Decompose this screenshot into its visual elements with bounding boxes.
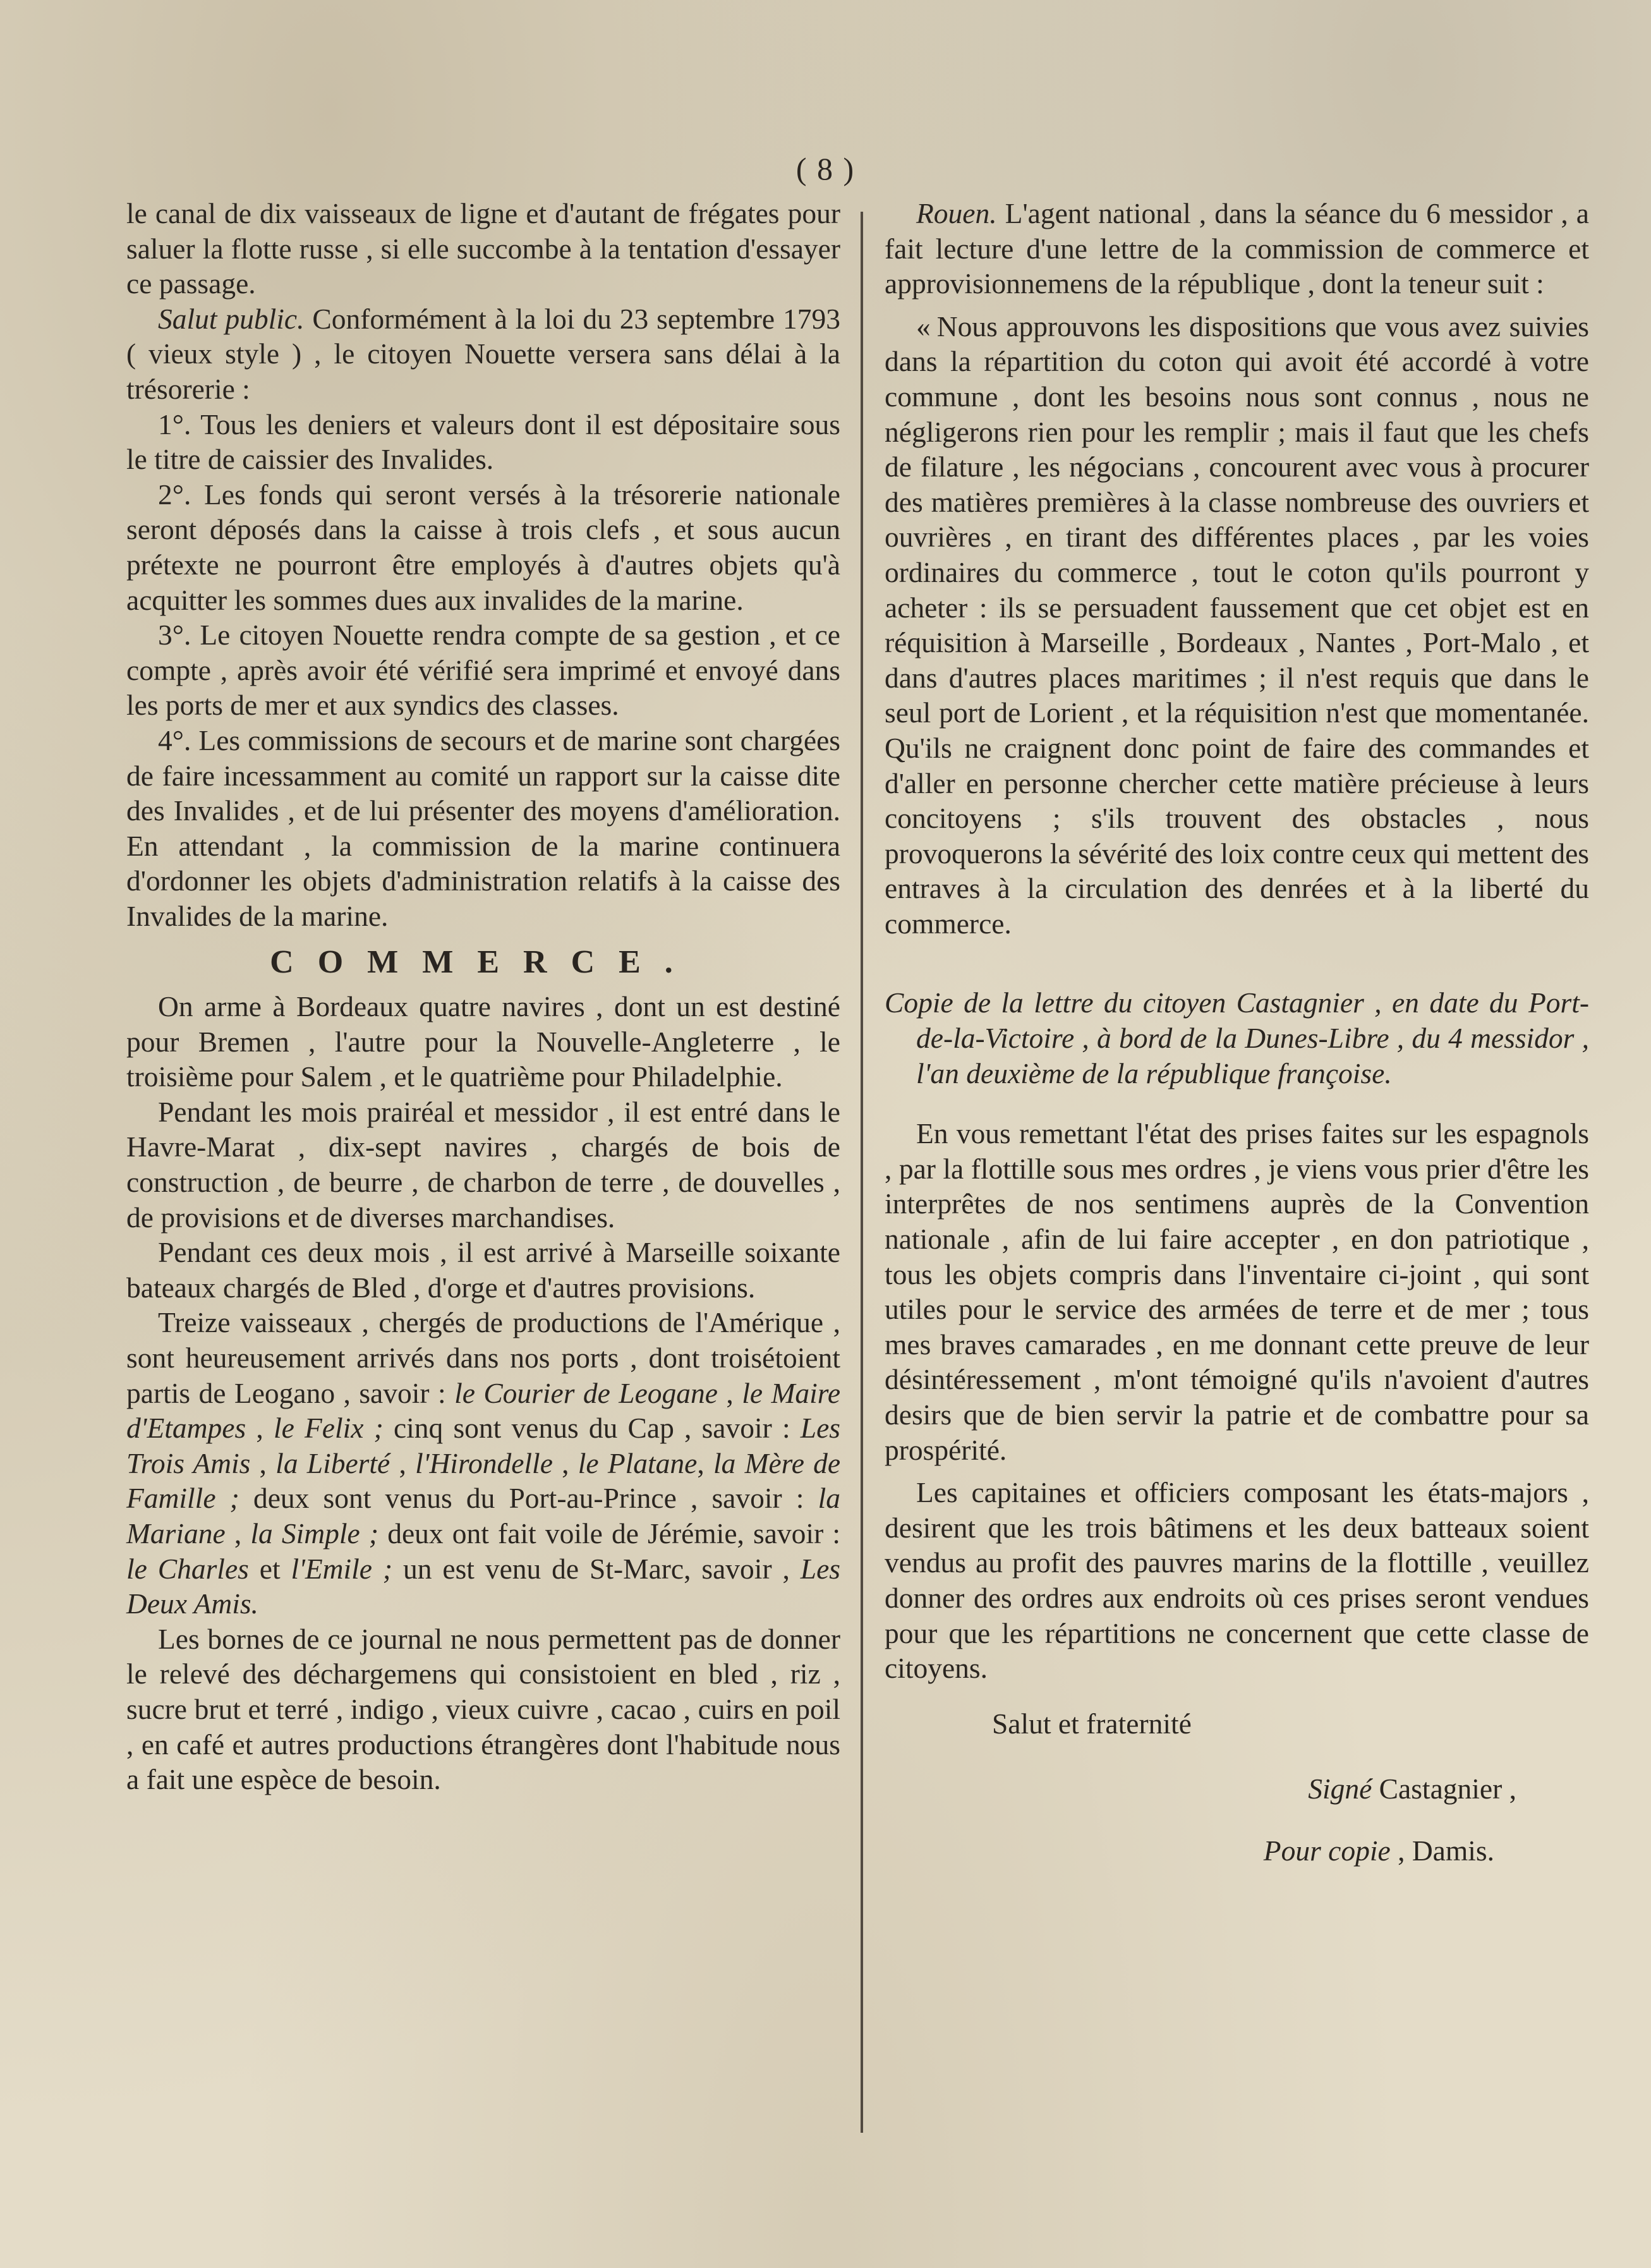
paragraph-canal: le canal de dix vaisseaux de ligne et d'autant de frégates pour saluer la flotte russe , si elle succombe à la tentation d'essayer ce passage. (126, 197, 840, 300)
ship-name: Les Deux Amis. (126, 1552, 840, 1620)
letter-caption-text: Copie de la lettre du citoyen Castagnier , en date du Port-de-la-Victoire , à bord de la Dunes-Libre , du 4 messidor , l'an deuxième de la république françoise. (885, 986, 1589, 1089)
text: un est venu de St-Marc, savoir , (392, 1552, 801, 1585)
ship-name: la Simple ; (250, 1517, 379, 1549)
signature-block (885, 1706, 1589, 1869)
letter-commission (885, 309, 1589, 942)
paragraph-salut-public (126, 301, 840, 407)
closing-salutation: Salut et fraternité (992, 1707, 1192, 1740)
text: Treize vaisseaux , chergés de productions de l'Amérique , sont heureusement arrivés dans nos ports , dont troisétoient partis de Leogano , savoir : (126, 1306, 840, 1409)
ship-name: la Mariane (126, 1482, 840, 1549)
salut-public-lead: Salut public. (158, 302, 305, 335)
ship-name: la Mère de Famille ; (126, 1446, 841, 1515)
ship-name: le Charles (126, 1552, 249, 1585)
ship-name: Les Trois Amis (126, 1412, 840, 1479)
signed-line (885, 1771, 1589, 1807)
commerce-paragraph-1: On arme à Bordeaux quatre navires , dont un est destiné pour Bremen , l'autre pour la Nouvelle-Angleterre , le troisième pour Salem , et le quatrième pour Philadelphie. (126, 990, 840, 1093)
text: cinq sont venus du Cap , savoir : (383, 1412, 801, 1445)
commerce-paragraph-3: Pendant ces deux mois , il est arrivé à Marseille soixante bateaux chargés de Bled , d'orge et d'autres provisions. (126, 1236, 840, 1304)
signed-label: Signé (1308, 1773, 1372, 1805)
ship-name: l'Hirondelle (415, 1446, 553, 1479)
list-item-1: 1°. Tous les deniers et valeurs dont il est dépositaire sous le titre de caissier des Invalides. (126, 408, 840, 476)
rouen-lead: Rouen. (916, 197, 997, 229)
salut-public-text: Conformément à la loi du 23 septembre 1793 ( vieux style ) , le citoyen Nouette versera sans délai à la trésorerie : (126, 302, 840, 405)
commerce-paragraph-2: Pendant les mois prairéal et messidor , il est entré dans le Havre-Marat , dix-sept navires , chargés de bois de construction , de beurre , de charbon de terre , de douvelles , de provisions et de diverses marchandises. (126, 1095, 840, 1234)
text: , (250, 1446, 276, 1479)
rouen-text: L'agent national , dans la séance du 6 messidor , a fait lecture d'une lettre de la commission de commerce et approvisionnemens de la république , dont la teneur suit : (885, 197, 1589, 300)
paragraph-rouen (885, 196, 1589, 301)
left-column (126, 196, 840, 1797)
page-number: ( 8 ) (795, 151, 856, 186)
commerce-paragraph-5: Les bornes de ce journal ne nous permettent pas de donner le relevé des déchargemens qui consistoient en bled , riz , sucre brut et terré , indigo , vieux cuivre , cacao , cuirs en poil , en café et autres productions étrangères dont l'habitude nous a fait une espèce de besoin. (126, 1622, 840, 1796)
ship-name: le Maire d'Etampes (126, 1376, 841, 1445)
signed-name: Castagnier , (1372, 1773, 1516, 1805)
text: , (697, 1446, 713, 1479)
letter-commission-text: Nous approuvons les dispositions que vous avez suivies dans la répartition du coton qui avoit été accordé à votre commune , dont les besoins nous sont connus , nous ne négligerons rien pour les remplir ; mais il faut que les chefs de filature , les négocians , concourent avec vous à procurer des matières premières à la classe nombreuse des ouvriers et ouvrières , en tirant des différentes places , par les voies ordinaires du commerce , tout le coton qu'ils pourront y acheter : ils se persuadent faussement que cet objet est en réquisition à Marseille , Bordeaux , Nantes , Port-Malo , et dans d'autres places maritimes ; il n'est requis que dans le seul port de Lorient , et la réquisition n'est que momentanée. Qu'ils ne craignent donc point de faire des commandes et d'aller en personne chercher cette matière précieuse à leurs concitoyens ; s'ils trouvent des obstacles , nous provoquerons la sévérité des loix contre ceux qui mettent des entraves à la circulation des denrées et à la liberté du commerce. (885, 310, 1589, 940)
text: , (552, 1446, 578, 1479)
copy-label: Pour copie (1263, 1834, 1391, 1867)
text: , (717, 1376, 742, 1409)
letter-castagnier-2: Les capitaines et officiers composant les états-majors , desirent que les trois bâtimens et les deux batteaux soient vendus au profit des pauvres marins de la flottille , veuillez donner des ordres aux endroits où ces prises seront vendues pour que les répartitions ne concernent que cette classe de citoyens. (885, 1476, 1589, 1685)
text: , (225, 1517, 251, 1549)
copy-line (885, 1833, 1589, 1869)
section-heading-commerce: COMMERCE. (270, 944, 697, 981)
ship-name: l'Emile ; (291, 1552, 393, 1585)
right-column (885, 196, 1589, 1869)
letter-caption (885, 985, 1589, 1091)
text: , (390, 1446, 416, 1479)
column-divider (861, 212, 863, 2133)
text: et (248, 1552, 291, 1585)
ship-name: le Felix ; (273, 1412, 384, 1445)
list-item-2: 2°. Les fonds qui seront versés à la trésorerie nationale seront déposés dans la caisse à trois clefs , et sous aucun prétexte ne pourront être employés à d'autres objets qu'à acquitter les sommes dues aux invalides de la marine. (126, 478, 840, 616)
ship-name: le Platane (578, 1446, 698, 1479)
copy-name: , Damis. (1390, 1834, 1494, 1867)
text: , (246, 1412, 274, 1445)
list-item-4: 4°. Les commissions de secours et de marine sont chargées de faire incessamment au comité un rapport sur la caisse dite des Invalides , et de lui présenter des moyens d'amélioration. En attendant , la commission de la marine continuera d'ordonner les objets d'administration relatifs à la caisse des Invalides de la marine. (126, 724, 840, 932)
text: deux ont fait voile de Jérémie, savoir : (378, 1517, 841, 1549)
text: deux sont venus du Port-au-Prince , savoir : (239, 1482, 818, 1515)
ship-name: la Liberté (275, 1446, 390, 1479)
letter-castagnier-1: En vous remettant l'état des prises faites sur les espagnols , par la flottille sous mes ordres , je viens vous prier d'être les interprêtes de nos sentimens auprès de la Convention nationale , afin de lui faire accepter , en don patriotique , tous les objets compris dans l'inventaire ci-joint , qui sont utiles pour le service des armées de terre et de mer ; tous mes braves camarades , en me donnant cette preuve de leur désintéressement , m'ont témoigné qu'ils n'avoient d'autres desirs que de bien servir la patrie et de combattre pour sa prospérité. (885, 1117, 1589, 1466)
ship-name: le Courier de Leogane (454, 1376, 718, 1409)
quote-mark: « (916, 310, 931, 343)
list-item-3: 3°. Le citoyen Nouette rendra compte de sa gestion , et ce compte , après avoir été vérifié sera imprimé et envoyé dans les ports de mer et aux syndics des classes. (126, 619, 840, 722)
commerce-paragraph-4 (126, 1305, 840, 1621)
